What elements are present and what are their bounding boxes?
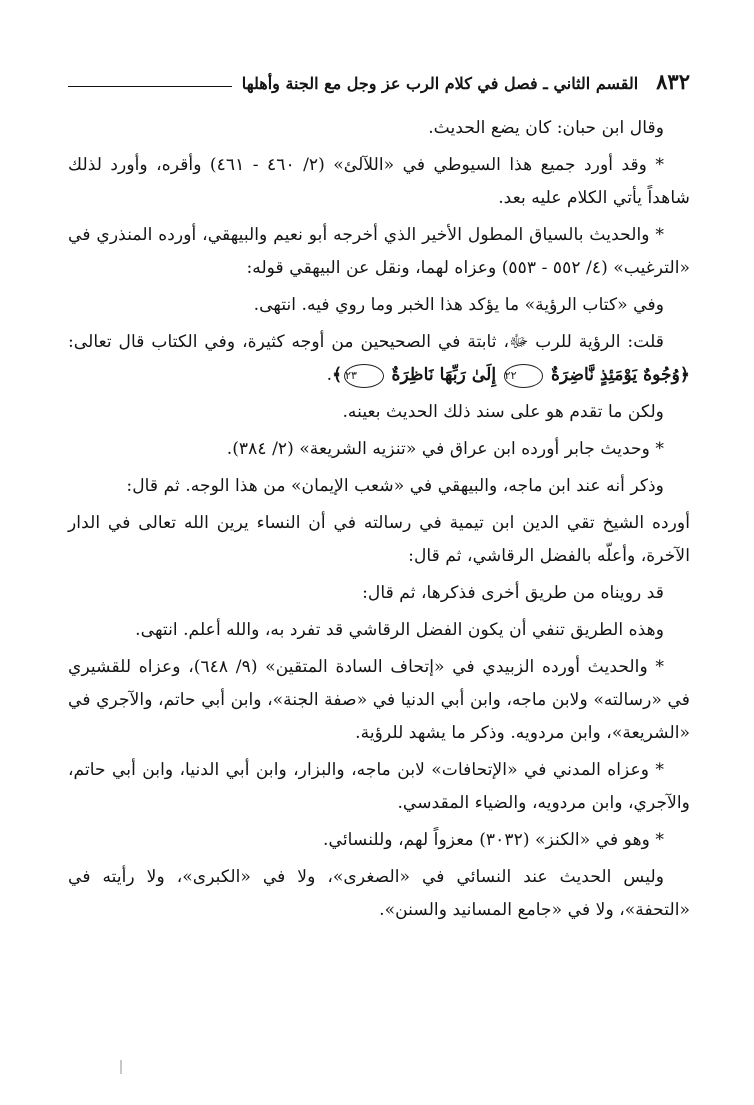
paragraph-jabir: * وحديث جابر أورده ابن عراق في «تنزيه الشريعة» (٢/ ٣٨٤). — [226, 439, 664, 459]
verse-end-text: . — [326, 365, 333, 385]
paragraph-zabidi: * والحديث أورده الزبيدي في «إتحاف السادة المتقين» (٩/ ٦٤٨)، وعزاه للقشيري في «رسالته» ولابن ماجه، وابن أبي الدنيا في «صفة الجنة»، وابن أبي حاتم، والآجري في «الشريعة»، وابن مردويه. وذكر ما يشهد للرؤية. — [68, 657, 690, 743]
paragraph-kitab-al-ruya: وفي «كتاب الرؤية» ما يؤكد هذا الخبر وما روي فيه. انتهى. — [253, 295, 664, 315]
ayah-22-marker: ٢٢ — [504, 364, 544, 388]
verse-intro-text: قلت: الرؤية للرب ﷻ، ثابتة في الصحيحين من أوجه كثيرة، وفي الكتاب قال تعالى: — [68, 332, 664, 352]
paragraph-ibn-hibban: وقال ابن حبان: كان يضع الحديث. — [428, 118, 664, 138]
paragraph-quran-verse — [68, 326, 690, 392]
paragraph-madani: * وعزاه المدني في «الإتحافات» لابن ماجه، والبزار، وابن أبي الدنيا، وابن أبي حاتم، والآجري، وابن مردويه، والضياء المقدسي. — [68, 760, 690, 813]
page-body — [68, 112, 690, 931]
paragraph-sanad-note: ولكن ما تقدم هو على سند ذلك الحديث بعينه. — [342, 402, 664, 422]
page-number: ٨٣٢ — [656, 69, 690, 94]
paragraph-ibn-majah: وذكر أنه عند ابن ماجه، والبيهقي في «شعب الإيمان» من هذا الوجه. ثم قال: — [126, 476, 664, 496]
ayah-23-text: إِلَىٰ رَبِّهَا نَاظِرَةٌ — [391, 365, 497, 385]
page-header — [68, 56, 690, 92]
paragraph-nasai: وليس الحديث عند النسائي في «الصغرى»، ولا في «الكبرى»، ولا رأيته في «التحفة»، ولا في «جامع المسانيد والسنن». — [68, 867, 690, 920]
quran-close-bracket: ﴾ — [332, 365, 343, 385]
quran-open-bracket: ﴿ — [679, 365, 690, 385]
paragraph-raqashi: وهذه الطريق تنفي أن يكون الفضل الرقاشي قد تفرد به، والله أعلم. انتهى. — [135, 620, 664, 640]
paragraph-kanz: * وهو في «الكنز» (٣٠٣٢) معزواً لهم، وللنسائي. — [323, 830, 664, 850]
paragraph-mundhiri: * والحديث بالسياق المطول الأخير الذي أخرجه أبو نعيم والبيهقي، أورده المنذري في «الترغيب» (٤/ ٥٥٢ - ٥٥٣) وعزاه لهما، ونقل عن البيهقي قوله: — [68, 225, 690, 278]
running-title: القسم الثاني ـ فصل في كلام الرب عز وجل مع الجنة وأهلها — [241, 74, 639, 93]
paragraph-suyuti: * وقد أورد جميع هذا السيوطي في «اللآلئ» (٢/ ٤٦٠ - ٤٦١) وأقره، وأورد لذلك شاهداً يأتي الكلام عليه بعد. — [68, 155, 690, 208]
paragraph-other-route: قد رويناه من طريق أخرى فذكرها، ثم قال: — [362, 583, 664, 603]
header-rule — [68, 86, 232, 87]
ayah-23-marker: ٢٣ — [344, 364, 384, 388]
paragraph-ibn-taymiyya: أورده الشيخ تقي الدين ابن تيمية في رسالته في أن النساء يرين الله تعالى في الدار الآخرة، وأعلّه بالفضل الرقاشي، ثم قال: — [68, 513, 691, 566]
ayah-22-text: وُجُوهٌ يَوْمَئِذٍ نَّاضِرَةٌ — [550, 365, 680, 385]
scan-speck — [120, 1060, 122, 1074]
